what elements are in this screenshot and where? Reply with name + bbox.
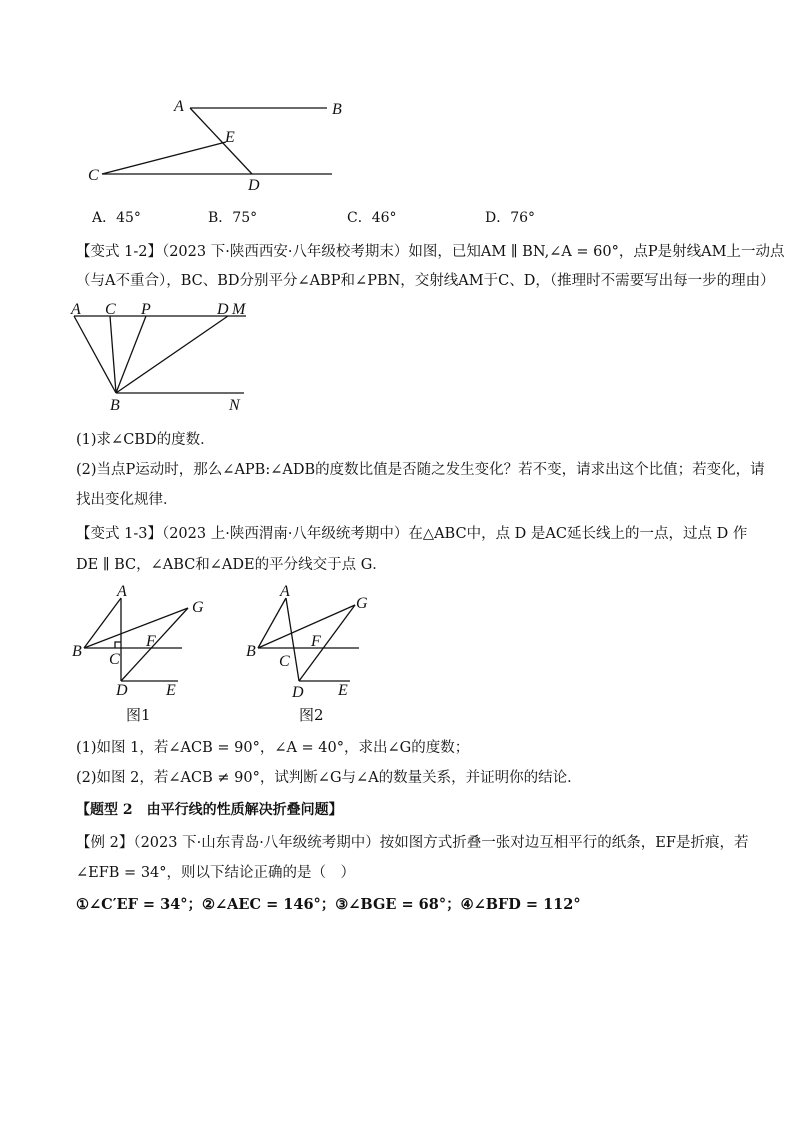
answer-options <box>0 207 794 227</box>
label-E: E <box>338 682 348 699</box>
label-C: C <box>88 167 99 184</box>
label-D: D <box>217 301 229 318</box>
label-C: C <box>105 301 116 318</box>
label-N: N <box>229 397 240 414</box>
label-B: B <box>110 397 120 414</box>
variant-1-3-line1: 【变式 1-3】（2023 上·陕西渭南·八年级统考期中）在△ABC中，点 D 是AC延长线上的一点，过点 D 作 <box>76 526 748 542</box>
label-E: E <box>225 129 235 146</box>
label-D: D <box>116 682 128 699</box>
figure-2 <box>238 580 378 700</box>
label-B: B <box>332 101 342 118</box>
figure-1-caption: 图1 <box>126 706 151 724</box>
variant-1-2-q2-line2: 找出变化规律． <box>76 492 178 508</box>
variant-1-3-q2: (2)如图 2，若∠ACB ≠ 90°，试判断∠G与∠A的数量关系，并证明你的结论． <box>76 770 582 786</box>
label-A: A <box>71 301 81 318</box>
label-C: C <box>109 651 120 668</box>
example-2-line1: 【例 2】（2023 下·山东青岛·八年级统考期中）按如图方式折叠一张对边互相平行的纸条，EF是折痕，若 <box>76 835 749 851</box>
label-C: C <box>279 653 290 670</box>
label-G: G <box>192 599 204 616</box>
example-2-line2: ∠EFB = 34°，则以下结论正确的是（ ） <box>76 865 356 881</box>
section-heading-type-2: 【题型 2 由平行线的性质解决折叠问题】 <box>76 802 343 818</box>
variant-1-3-q1: (1)如图 1，若∠ACB = 90°，∠A = 40°，求出∠G的度数； <box>76 740 470 756</box>
label-M: M <box>232 301 246 318</box>
variant-1-2-line1: 【变式 1-2】（2023 下·陕西西安·八年级校考期末）如图，已知AM ∥ BN,∠A = 60°，点P是射线AM上一动点 <box>76 244 785 260</box>
figure-parallel-lines-top <box>80 92 350 197</box>
variant-1-2-line2: （与A不重合），BC、BD分别平分∠ABP和∠PBN，交射线AM于C、D，（推理时不需要写出每一步的理由） <box>76 273 775 289</box>
label-F: F <box>311 633 321 650</box>
label-D: D <box>292 684 304 700</box>
option-d[interactable]: D．76° <box>485 210 536 226</box>
label-A: A <box>280 583 290 600</box>
option-b[interactable]: B．75° <box>208 210 258 226</box>
figure-1 <box>66 580 206 700</box>
label-D: D <box>248 177 260 194</box>
label-F: F <box>146 633 156 650</box>
option-c[interactable]: C．46° <box>347 210 397 226</box>
label-E: E <box>166 682 176 699</box>
label-A: A <box>117 583 127 600</box>
variant-1-3-line2: DE ∥ BC，∠ABC和∠ADE的平分线交于点 G． <box>76 557 387 573</box>
figure-2-caption: 图2 <box>299 706 324 724</box>
label-A: A <box>174 98 184 115</box>
example-2-line3: ①∠C′EF = 34°；②∠AEC = 146°；③∠BGE = 68°；④∠BFD = 112° <box>76 896 581 913</box>
label-P: P <box>141 301 151 318</box>
label-B: B <box>246 643 256 660</box>
label-G: G <box>356 595 368 612</box>
variant-1-2-q2-line1: (2)当点P运动时，那么∠APB:∠ADB的度数比值是否随之发生变化？若不变，请求出这个比值；若变化，请 <box>76 462 765 478</box>
option-a[interactable]: A．45° <box>92 210 141 226</box>
label-B: B <box>72 643 82 660</box>
variant-1-2-q1: (1)求∠CBD的度数． <box>76 432 215 448</box>
figure-variant-1-2 <box>66 296 266 414</box>
